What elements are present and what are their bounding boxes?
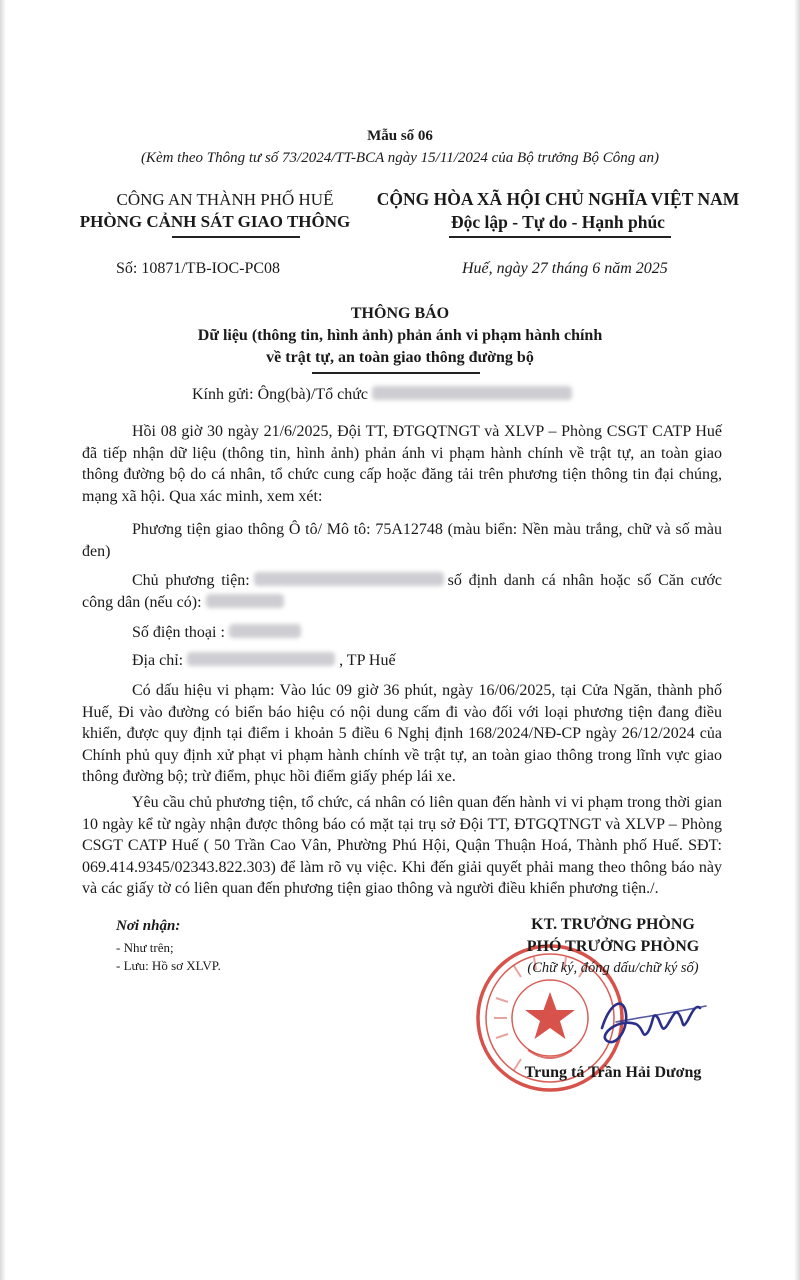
redacted-owner-name bbox=[254, 572, 444, 586]
form-attachment-note: (Kèm theo Thông tư số 73/2024/TT-BCA ngày 15/11/2024 của Bộ trưởng Bộ Công an) bbox=[140, 150, 660, 166]
document-subtitle-2: về trật tự, an toàn giao thông đường bộ bbox=[266, 349, 534, 366]
address-suffix: , TP Huế bbox=[339, 652, 396, 669]
signature-title: KT. TRƯỞNG PHÒNG bbox=[531, 916, 695, 933]
signature-subtitle: PHÓ TRƯỞNG PHÒNG bbox=[526, 938, 700, 955]
owner-id-label: số định danh cá nhân hoặc số Căn cước công dân (nếu có): bbox=[82, 572, 722, 611]
intro-paragraph: Hồi 08 giờ 30 ngày 21/6/2025, Đội TT, ĐTGQTNGT và XLVP – Phòng CSGT CATP Huế đã tiếp nhận dữ liệu (thông tin, hình ảnh) phản ánh vi phạm hành chính về trật tự, an toàn giao thông đường bộ do cá nhân, tổ chức cung cấp hoặc đăng tải trên phương tiện thông tin đại chúng, mạng xã hội. Qua xác minh, xem xét: bbox=[82, 423, 722, 505]
redacted-address bbox=[187, 652, 335, 666]
owner-label: Chủ phương tiện: bbox=[132, 572, 250, 589]
nation-name: CỘNG HÒA XÃ HỘI CHỦ NGHĨA VIỆT NAM bbox=[376, 189, 740, 209]
document-subtitle-1: Dữ liệu (thông tin, hình ảnh) phản ánh vi phạm hành chính bbox=[197, 327, 603, 344]
title-underline bbox=[312, 372, 480, 374]
handwritten-signature bbox=[596, 988, 716, 1058]
redacted-owner-id bbox=[206, 594, 284, 608]
owner-paragraph bbox=[82, 570, 722, 613]
right-edge-shadow bbox=[794, 0, 800, 1280]
document-title: THÔNG BÁO bbox=[350, 305, 450, 322]
signature-note: (Chữ ký, đóng dấu/chữ ký số) bbox=[527, 960, 699, 976]
violation-paragraph: Có dấu hiệu vi phạm: Vào lúc 09 giờ 36 phút, ngày 16/06/2025, tại Cửa Ngăn, thành phố Huế, Đi vào đường có biển báo hiệu có nội dung cấm đi vào đối với loại phương tiện đang điều khiển, được quy định tại điểm i khoản 5 điều 6 Nghị định 168/2024/NĐ-CP ngày 26/12/2024 của Chính phủ quy định xử phạt vi phạm hành chính về trật tự, an toàn giao thông trong lĩnh vực giao thông đường bộ; trừ điểm, phục hồi điểm giấy phép lái xe. bbox=[82, 682, 722, 785]
document-number: Số: 10871/TB-IOC-PC08 bbox=[116, 260, 281, 277]
phone-label: Số điện thoại : bbox=[132, 624, 225, 641]
recipients-heading: Nơi nhận: bbox=[116, 918, 181, 934]
redacted-phone bbox=[229, 624, 301, 638]
recipient-line bbox=[192, 386, 576, 404]
signer-name: Trung tá Trần Hải Dương bbox=[524, 1064, 702, 1081]
recipients-item-1: - Như trên; bbox=[116, 940, 174, 955]
redacted-recipient-name bbox=[372, 386, 572, 400]
motto-underline bbox=[449, 236, 671, 238]
recipient-label: Kính gửi: Ông(bà)/Tổ chức bbox=[192, 386, 368, 403]
address-line bbox=[82, 650, 722, 672]
phone-line bbox=[82, 622, 722, 644]
recipients-item-2: - Lưu: Hồ sơ XLVP. bbox=[116, 958, 221, 973]
form-number: Mẫu số 06 bbox=[367, 128, 433, 144]
agency-name: CÔNG AN THÀNH PHỐ HUẾ bbox=[116, 190, 334, 209]
request-paragraph: Yêu cầu chủ phương tiện, tổ chức, cá nhân có liên quan đến hành vi vi phạm trong thời gian 10 ngày kể từ ngày nhận được thông báo có mặt tại trụ sở Đội TT, ĐTGQTNGT và XLVP – Phòng CSGT CATP Huế ( 50 Trần Cao Vân, Phường Phú Hội, Quận Thuận Hoá, Thành phố Huế. SĐT: 069.414.9345/02343.822.303) để làm rõ vụ việc. Khi đến giải quyết phải mang theo thông báo này và các giấy tờ có liên quan đến phương tiện giao thông và người điều khiển phương tiện./. bbox=[82, 794, 722, 897]
vehicle-paragraph: Phương tiện giao thông Ô tô/ Mô tô: 75A12748 (màu biển: Nền màu trắng, chữ và số màu đen) bbox=[82, 521, 722, 560]
address-label: Địa chỉ: bbox=[132, 652, 184, 669]
agency-department: PHÒNG CẢNH SÁT GIAO THÔNG bbox=[79, 212, 351, 231]
agency-underline bbox=[172, 236, 300, 238]
place-date: Huế, ngày 27 tháng 6 năm 2025 bbox=[462, 260, 668, 277]
left-edge-shadow bbox=[0, 0, 6, 1280]
nation-motto: Độc lập - Tự do - Hạnh phúc bbox=[451, 212, 665, 232]
